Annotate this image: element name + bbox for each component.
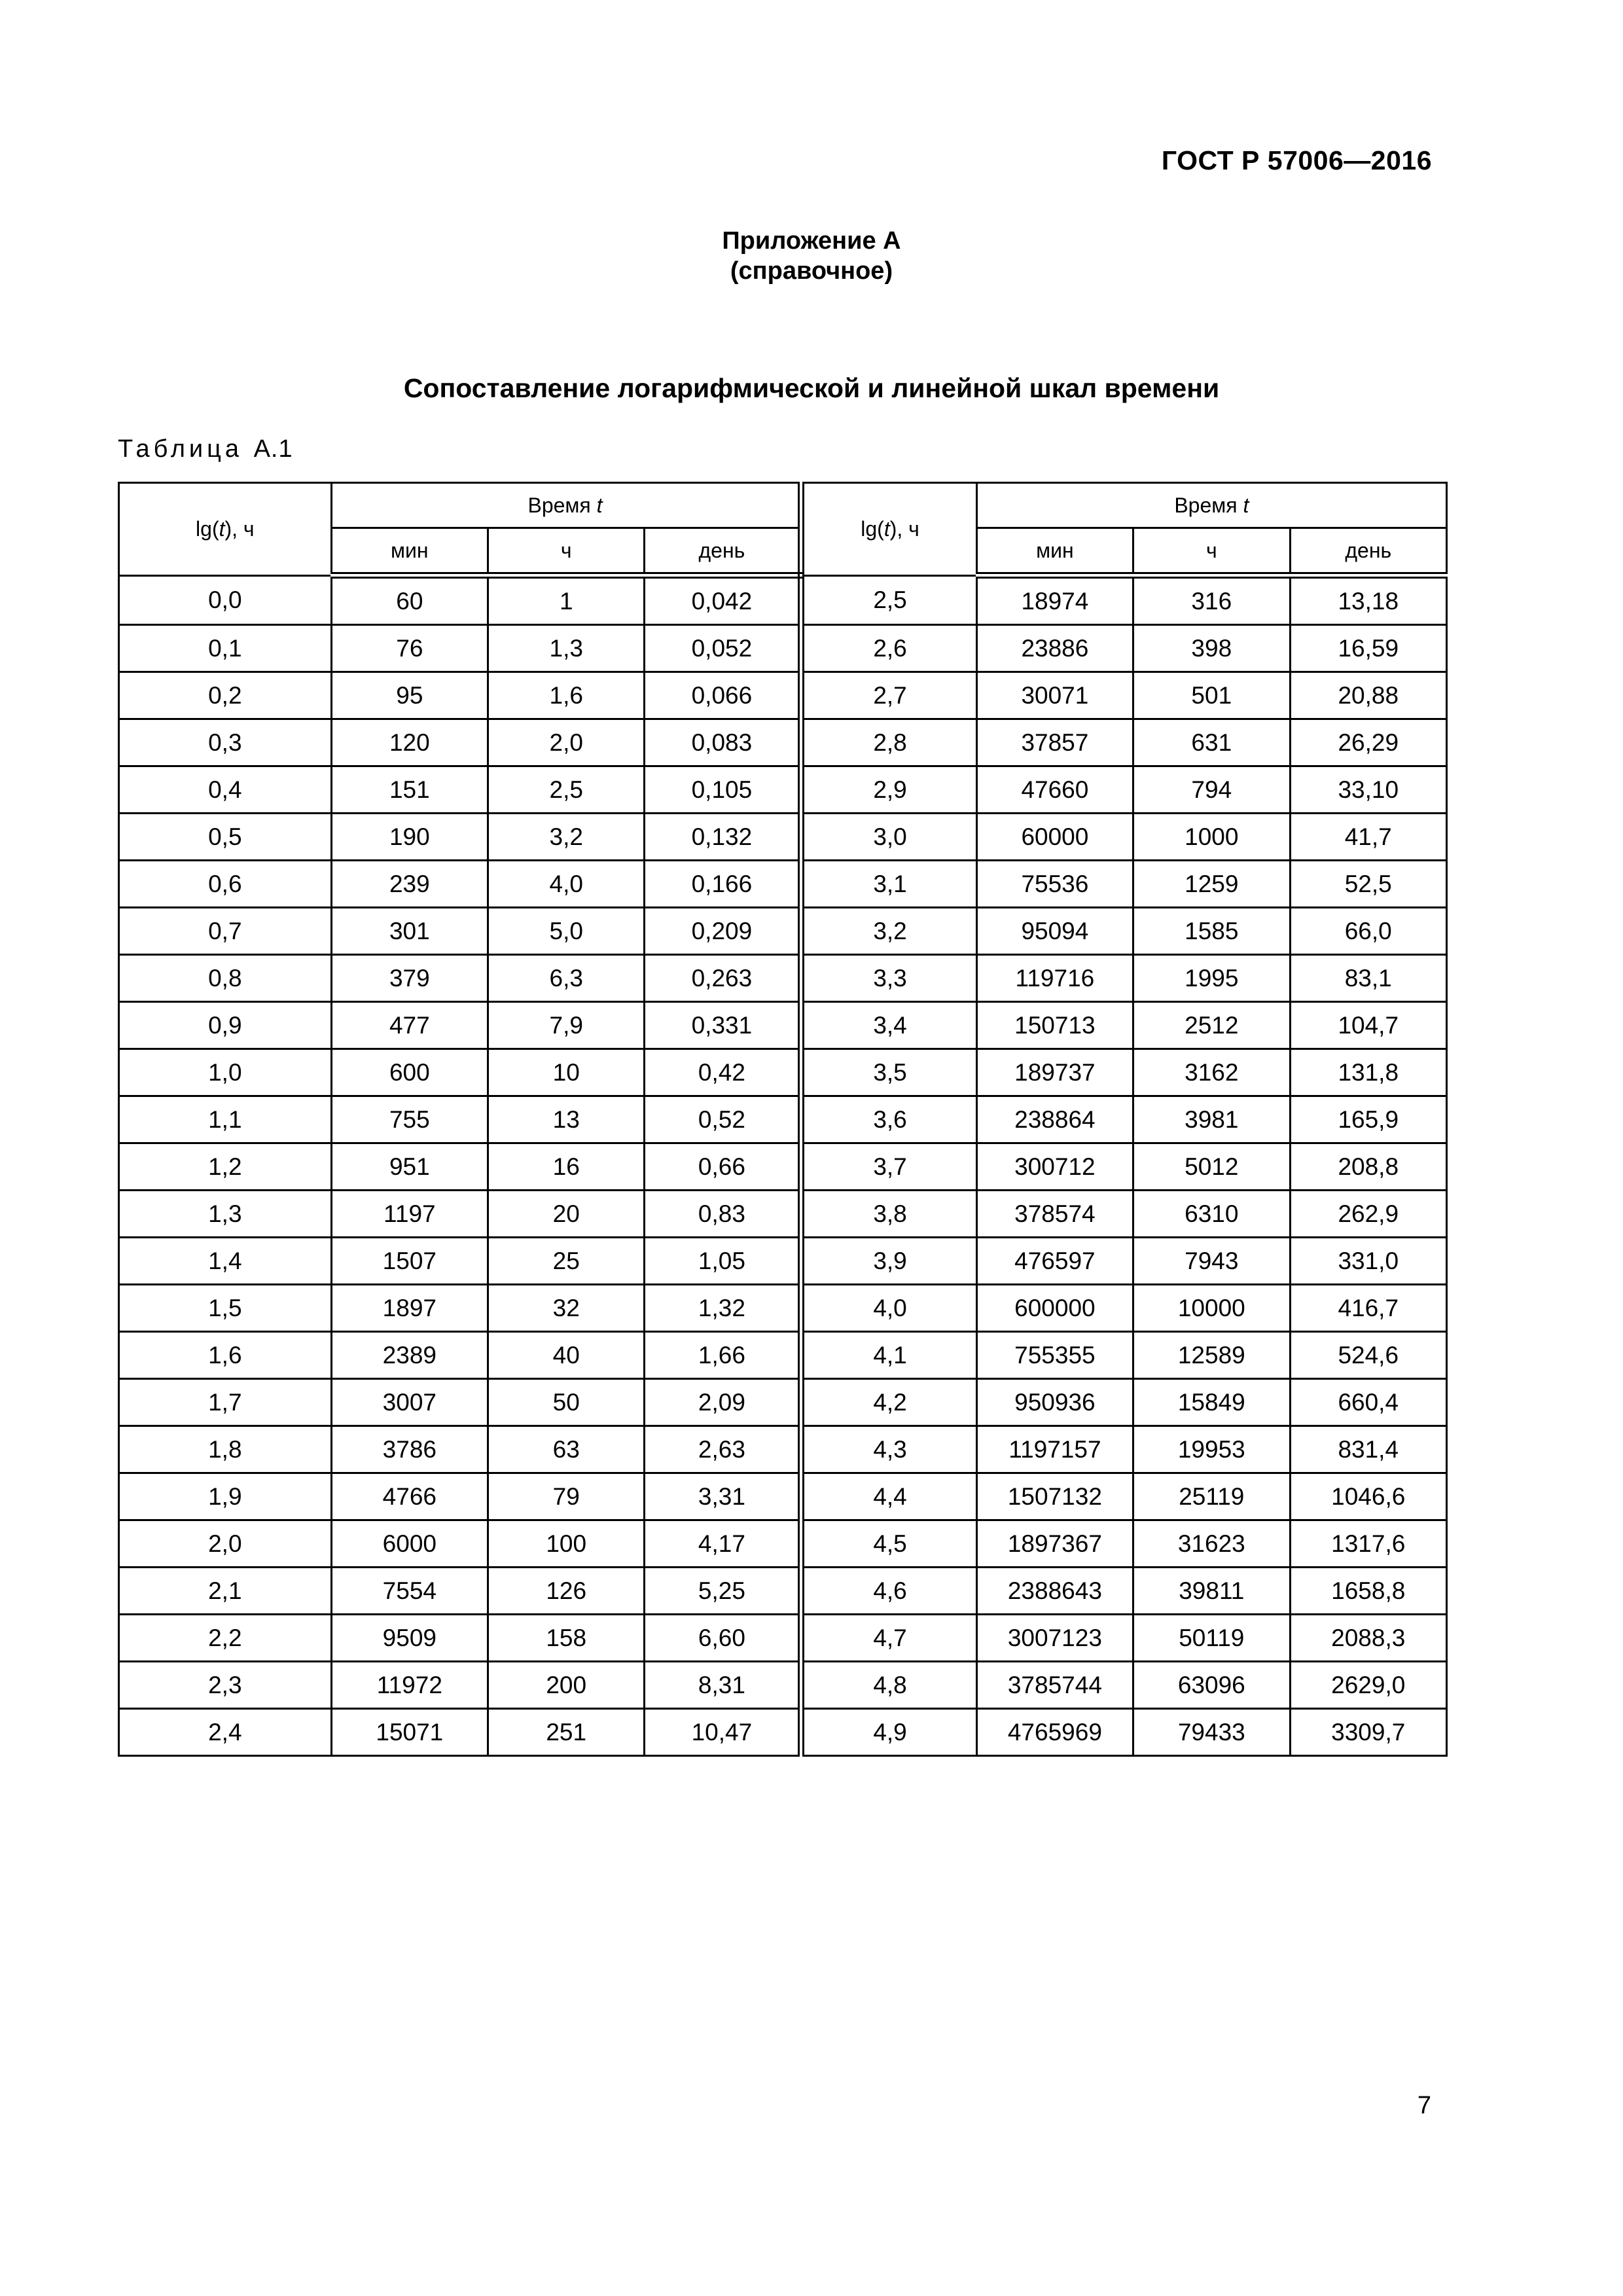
table-row [119, 908, 1447, 955]
left-days-cell: 0,66 [645, 1143, 801, 1191]
right-minutes-cell: 1897367 [976, 1520, 1133, 1568]
right-days-cell: 131,8 [1290, 1049, 1447, 1096]
left-minutes-cell: 151 [331, 766, 488, 814]
table-row [119, 1379, 1447, 1426]
table-row [119, 1709, 1447, 1756]
table-title: Сопоставление логарифмической и линейной шкал времени [403, 373, 1220, 403]
left-minutes-cell: 11972 [331, 1662, 488, 1709]
left-minutes-cell: 7554 [331, 1568, 488, 1615]
right-minutes-cell: 378574 [976, 1191, 1133, 1238]
header-day-right: день [1290, 528, 1447, 576]
right-hours-cell: 794 [1133, 766, 1290, 814]
left-hours-cell: 25 [488, 1238, 645, 1285]
left-minutes-cell: 477 [331, 1002, 488, 1049]
table-row [119, 1002, 1447, 1049]
right-minutes-cell: 37857 [976, 719, 1133, 766]
header-lg-left: lg(t), ч [119, 483, 332, 576]
right-hours-cell: 19953 [1133, 1426, 1290, 1473]
right-minutes-cell: 300712 [976, 1143, 1133, 1191]
right-days-cell: 20,88 [1290, 672, 1447, 719]
left-days-cell: 8,31 [645, 1662, 801, 1709]
right-days-cell: 262,9 [1290, 1191, 1447, 1238]
left-days-cell: 0,263 [645, 955, 801, 1002]
data-table [118, 482, 1448, 1757]
right-hours-cell: 39811 [1133, 1568, 1290, 1615]
left-lg-cell: 1,3 [119, 1191, 332, 1238]
right-days-cell: 66,0 [1290, 908, 1447, 955]
left-minutes-cell: 9509 [331, 1615, 488, 1662]
header-day-left: день [645, 528, 801, 576]
right-hours-cell: 7943 [1133, 1238, 1290, 1285]
left-hours-cell: 1 [488, 575, 645, 625]
right-days-cell: 2629,0 [1290, 1662, 1447, 1709]
right-days-cell: 524,6 [1290, 1332, 1447, 1379]
right-minutes-cell: 150713 [976, 1002, 1133, 1049]
right-days-cell: 83,1 [1290, 955, 1447, 1002]
right-lg-cell: 2,6 [801, 625, 976, 672]
left-minutes-cell: 1507 [331, 1238, 488, 1285]
left-hours-cell: 1,6 [488, 672, 645, 719]
header-min-left: мин [331, 528, 488, 576]
table-row [119, 1568, 1447, 1615]
table-row [119, 1096, 1447, 1143]
left-hours-cell: 10 [488, 1049, 645, 1096]
left-days-cell: 1,05 [645, 1238, 801, 1285]
right-lg-cell: 4,6 [801, 1568, 976, 1615]
right-hours-cell: 631 [1133, 719, 1290, 766]
right-hours-cell: 501 [1133, 672, 1290, 719]
left-lg-cell: 0,7 [119, 908, 332, 955]
left-lg-cell: 2,4 [119, 1709, 332, 1756]
table-header [119, 483, 1447, 576]
right-lg-cell: 3,2 [801, 908, 976, 955]
right-lg-cell: 3,6 [801, 1096, 976, 1143]
left-hours-cell: 20 [488, 1191, 645, 1238]
left-days-cell: 0,042 [645, 575, 801, 625]
table-caption-word: Таблица [118, 435, 243, 463]
table-row [119, 814, 1447, 861]
left-hours-cell: 13 [488, 1096, 645, 1143]
appendix-title: Приложение А [722, 227, 901, 255]
right-hours-cell: 50119 [1133, 1615, 1290, 1662]
right-minutes-cell: 476597 [976, 1238, 1133, 1285]
left-minutes-cell: 3007 [331, 1379, 488, 1426]
left-days-cell: 0,083 [645, 719, 801, 766]
left-lg-cell: 0,2 [119, 672, 332, 719]
right-minutes-cell: 18974 [976, 575, 1133, 625]
right-days-cell: 41,7 [1290, 814, 1447, 861]
left-days-cell: 10,47 [645, 1709, 801, 1756]
left-days-cell: 2,09 [645, 1379, 801, 1426]
right-minutes-cell: 119716 [976, 955, 1133, 1002]
table-row [119, 766, 1447, 814]
left-lg-cell: 0,0 [119, 575, 332, 625]
left-hours-cell: 251 [488, 1709, 645, 1756]
right-minutes-cell: 47660 [976, 766, 1133, 814]
right-days-cell: 26,29 [1290, 719, 1447, 766]
right-hours-cell: 3981 [1133, 1096, 1290, 1143]
left-hours-cell: 2,0 [488, 719, 645, 766]
left-hours-cell: 40 [488, 1332, 645, 1379]
right-minutes-cell: 60000 [976, 814, 1133, 861]
right-minutes-cell: 600000 [976, 1285, 1133, 1332]
left-lg-cell: 1,4 [119, 1238, 332, 1285]
right-days-cell: 1046,6 [1290, 1473, 1447, 1520]
header-lg-right: lg(t), ч [801, 483, 976, 576]
left-minutes-cell: 60 [331, 575, 488, 625]
right-hours-cell: 398 [1133, 625, 1290, 672]
left-days-cell: 1,32 [645, 1285, 801, 1332]
table-row [119, 575, 1447, 625]
right-hours-cell: 10000 [1133, 1285, 1290, 1332]
left-lg-cell: 1,6 [119, 1332, 332, 1379]
right-minutes-cell: 1197157 [976, 1426, 1133, 1473]
left-hours-cell: 3,2 [488, 814, 645, 861]
left-days-cell: 3,31 [645, 1473, 801, 1520]
left-hours-cell: 2,5 [488, 766, 645, 814]
left-minutes-cell: 239 [331, 861, 488, 908]
left-minutes-cell: 379 [331, 955, 488, 1002]
right-hours-cell: 31623 [1133, 1520, 1290, 1568]
right-minutes-cell: 23886 [976, 625, 1133, 672]
left-days-cell: 0,52 [645, 1096, 801, 1143]
right-hours-cell: 2512 [1133, 1002, 1290, 1049]
right-lg-cell: 4,9 [801, 1709, 976, 1756]
right-days-cell: 331,0 [1290, 1238, 1447, 1285]
right-hours-cell: 1000 [1133, 814, 1290, 861]
left-hours-cell: 4,0 [488, 861, 645, 908]
left-days-cell: 0,166 [645, 861, 801, 908]
left-hours-cell: 100 [488, 1520, 645, 1568]
right-hours-cell: 79433 [1133, 1709, 1290, 1756]
right-lg-cell: 3,3 [801, 955, 976, 1002]
right-hours-cell: 1585 [1133, 908, 1290, 955]
right-minutes-cell: 1507132 [976, 1473, 1133, 1520]
left-minutes-cell: 3786 [331, 1426, 488, 1473]
table-row [119, 955, 1447, 1002]
table-row [119, 1143, 1447, 1191]
left-hours-cell: 158 [488, 1615, 645, 1662]
table-row [119, 672, 1447, 719]
right-days-cell: 104,7 [1290, 1002, 1447, 1049]
right-lg-cell: 4,5 [801, 1520, 976, 1568]
right-minutes-cell: 238864 [976, 1096, 1133, 1143]
left-minutes-cell: 95 [331, 672, 488, 719]
left-minutes-cell: 76 [331, 625, 488, 672]
right-minutes-cell: 4765969 [976, 1709, 1133, 1756]
table-row [119, 719, 1447, 766]
right-lg-cell: 3,7 [801, 1143, 976, 1191]
header-min-right: мин [976, 528, 1133, 576]
left-lg-cell: 0,9 [119, 1002, 332, 1049]
left-lg-cell: 2,2 [119, 1615, 332, 1662]
left-minutes-cell: 2389 [331, 1332, 488, 1379]
left-days-cell: 0,83 [645, 1191, 801, 1238]
left-lg-cell: 0,3 [119, 719, 332, 766]
left-lg-cell: 1,8 [119, 1426, 332, 1473]
right-minutes-cell: 95094 [976, 908, 1133, 955]
left-lg-cell: 1,9 [119, 1473, 332, 1520]
right-lg-cell: 4,7 [801, 1615, 976, 1662]
right-lg-cell: 3,5 [801, 1049, 976, 1096]
left-hours-cell: 126 [488, 1568, 645, 1615]
right-lg-cell: 3,9 [801, 1238, 976, 1285]
table-row [119, 625, 1447, 672]
right-hours-cell: 63096 [1133, 1662, 1290, 1709]
left-minutes-cell: 1197 [331, 1191, 488, 1238]
left-hours-cell: 16 [488, 1143, 645, 1191]
right-hours-cell: 316 [1133, 575, 1290, 625]
left-hours-cell: 1,3 [488, 625, 645, 672]
page-number: 7 [1417, 2092, 1431, 2119]
left-hours-cell: 5,0 [488, 908, 645, 955]
left-lg-cell: 2,1 [119, 1568, 332, 1615]
table-row [119, 1426, 1447, 1473]
left-minutes-cell: 951 [331, 1143, 488, 1191]
right-days-cell: 831,4 [1290, 1426, 1447, 1473]
table-row [119, 1473, 1447, 1520]
right-lg-cell: 4,4 [801, 1473, 976, 1520]
right-lg-cell: 3,0 [801, 814, 976, 861]
right-days-cell: 33,10 [1290, 766, 1447, 814]
right-hours-cell: 1995 [1133, 955, 1290, 1002]
left-hours-cell: 7,9 [488, 1002, 645, 1049]
header-time-group-left: Время t [331, 483, 801, 528]
left-days-cell: 2,63 [645, 1426, 801, 1473]
appendix-subtitle: (справочное) [730, 257, 893, 285]
right-days-cell: 208,8 [1290, 1143, 1447, 1191]
right-days-cell: 13,18 [1290, 575, 1447, 625]
right-days-cell: 165,9 [1290, 1096, 1447, 1143]
left-lg-cell: 0,8 [119, 955, 332, 1002]
right-hours-cell: 5012 [1133, 1143, 1290, 1191]
right-minutes-cell: 2388643 [976, 1568, 1133, 1615]
left-days-cell: 0,132 [645, 814, 801, 861]
right-days-cell: 416,7 [1290, 1285, 1447, 1332]
left-days-cell: 0,42 [645, 1049, 801, 1096]
left-minutes-cell: 15071 [331, 1709, 488, 1756]
right-days-cell: 52,5 [1290, 861, 1447, 908]
right-lg-cell: 4,0 [801, 1285, 976, 1332]
right-lg-cell: 4,8 [801, 1662, 976, 1709]
table-row [119, 1615, 1447, 1662]
table-row [119, 861, 1447, 908]
table-row [119, 1191, 1447, 1238]
left-lg-cell: 0,4 [119, 766, 332, 814]
right-lg-cell: 3,8 [801, 1191, 976, 1238]
right-hours-cell: 3162 [1133, 1049, 1290, 1096]
left-days-cell: 1,66 [645, 1332, 801, 1379]
right-lg-cell: 4,2 [801, 1379, 976, 1426]
document-code: ГОСТ Р 57006—2016 [1161, 145, 1432, 175]
right-minutes-cell: 75536 [976, 861, 1133, 908]
right-days-cell: 16,59 [1290, 625, 1447, 672]
right-hours-cell: 15849 [1133, 1379, 1290, 1426]
right-minutes-cell: 3007123 [976, 1615, 1133, 1662]
left-lg-cell: 0,6 [119, 861, 332, 908]
appendix-heading [0, 226, 1623, 286]
right-days-cell: 660,4 [1290, 1379, 1447, 1426]
left-days-cell: 0,052 [645, 625, 801, 672]
table-row [119, 1049, 1447, 1096]
left-minutes-cell: 755 [331, 1096, 488, 1143]
left-lg-cell: 1,0 [119, 1049, 332, 1096]
right-minutes-cell: 30071 [976, 672, 1133, 719]
left-minutes-cell: 301 [331, 908, 488, 955]
left-lg-cell: 2,3 [119, 1662, 332, 1709]
left-days-cell: 0,066 [645, 672, 801, 719]
right-days-cell: 2088,3 [1290, 1615, 1447, 1662]
table-body [119, 575, 1447, 1756]
header-time-group-right: Время t [976, 483, 1446, 528]
left-minutes-cell: 120 [331, 719, 488, 766]
right-minutes-cell: 3785744 [976, 1662, 1133, 1709]
right-hours-cell: 1259 [1133, 861, 1290, 908]
right-lg-cell: 3,4 [801, 1002, 976, 1049]
right-hours-cell: 12589 [1133, 1332, 1290, 1379]
table-row [119, 1662, 1447, 1709]
left-lg-cell: 1,5 [119, 1285, 332, 1332]
left-days-cell: 0,209 [645, 908, 801, 955]
right-days-cell: 1317,6 [1290, 1520, 1447, 1568]
left-days-cell: 0,331 [645, 1002, 801, 1049]
right-minutes-cell: 189737 [976, 1049, 1133, 1096]
header-hour-left: ч [488, 528, 645, 576]
table-row [119, 1238, 1447, 1285]
left-hours-cell: 63 [488, 1426, 645, 1473]
left-lg-cell: 2,0 [119, 1520, 332, 1568]
left-minutes-cell: 6000 [331, 1520, 488, 1568]
left-hours-cell: 79 [488, 1473, 645, 1520]
left-hours-cell: 50 [488, 1379, 645, 1426]
right-hours-cell: 25119 [1133, 1473, 1290, 1520]
left-days-cell: 4,17 [645, 1520, 801, 1568]
right-lg-cell: 2,7 [801, 672, 976, 719]
right-lg-cell: 2,5 [801, 575, 976, 625]
left-lg-cell: 1,2 [119, 1143, 332, 1191]
right-hours-cell: 6310 [1133, 1191, 1290, 1238]
left-minutes-cell: 4766 [331, 1473, 488, 1520]
table-row [119, 1332, 1447, 1379]
left-lg-cell: 0,1 [119, 625, 332, 672]
right-days-cell: 1658,8 [1290, 1568, 1447, 1615]
table-row [119, 1520, 1447, 1568]
left-minutes-cell: 600 [331, 1049, 488, 1096]
right-days-cell: 3309,7 [1290, 1709, 1447, 1756]
table-row [119, 1285, 1447, 1332]
right-minutes-cell: 950936 [976, 1379, 1133, 1426]
right-lg-cell: 4,1 [801, 1332, 976, 1379]
right-lg-cell: 3,1 [801, 861, 976, 908]
right-lg-cell: 2,9 [801, 766, 976, 814]
left-lg-cell: 0,5 [119, 814, 332, 861]
right-lg-cell: 2,8 [801, 719, 976, 766]
left-minutes-cell: 1897 [331, 1285, 488, 1332]
left-minutes-cell: 190 [331, 814, 488, 861]
left-days-cell: 6,60 [645, 1615, 801, 1662]
left-days-cell: 5,25 [645, 1568, 801, 1615]
left-hours-cell: 6,3 [488, 955, 645, 1002]
left-lg-cell: 1,1 [119, 1096, 332, 1143]
right-minutes-cell: 755355 [976, 1332, 1133, 1379]
left-hours-cell: 200 [488, 1662, 645, 1709]
header-hour-right: ч [1133, 528, 1290, 576]
table-caption-number: А.1 [253, 435, 293, 463]
left-days-cell: 0,105 [645, 766, 801, 814]
left-hours-cell: 32 [488, 1285, 645, 1332]
table-caption [118, 435, 293, 463]
left-lg-cell: 1,7 [119, 1379, 332, 1426]
right-lg-cell: 4,3 [801, 1426, 976, 1473]
